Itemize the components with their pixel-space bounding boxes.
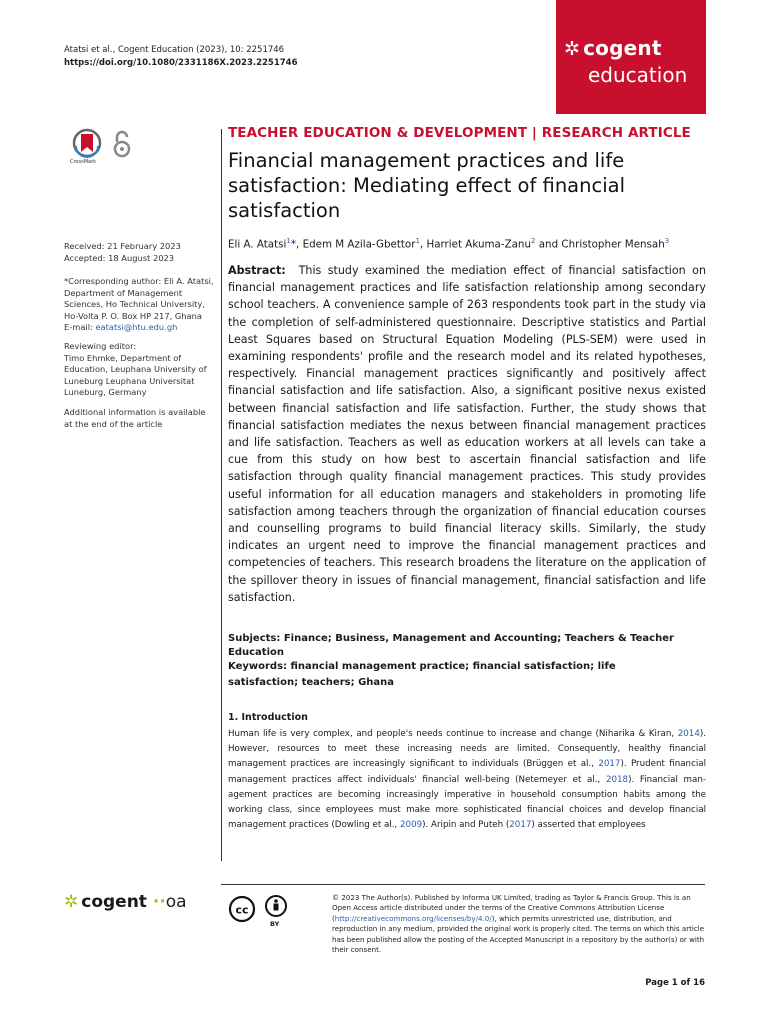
abstract-text: This study examined the mediation effect of financial satisfaction on financial management practices and life satisfaction relationship among secondary school teachers. A convenience sample of 263 respondents took part in the study via the completion of self-administered questionnaire. Descriptive statistics and Partial Least Squares based on Structural Equation Modeling (PLS-SEM) were used in examining respondents' profile and the research model and its related hypotheses, respectively. Financial management practices significantly and positively affect financial satisfaction and life satisfaction. Also, a significant positive nexus existed between financial satisfaction and life satisfaction. Further, the study shows that financial satisfaction mediates the nexus between financial management practices and life satisfaction. Teachers as well as education workers at all levels can take a cue from this study on how best to ascertain financial satisfaction and life satisfaction through quality financial management practices. This study provides useful information for all education managers and stakeholders in promoting life satisfaction among teachers through the organization of financial education courses and counselling programs to build financial literacy skills. Similarly, the study indicates an urgent need to improve the financial management practices and competencies of teachers. This research broadens the literature on the application of the spillover theory in issues of financial management, financial satisfaction and life satisfaction. <box>228 264 706 604</box>
intro-text: ). However, resources to meet these increasing needs are limited. Consequently, healthy financial management practices are increasingly significant to individuals (Brüggen et al., <box>228 729 706 770</box>
accepted-date: Accepted: 18 August 2023 <box>64 252 175 263</box>
corresponding-author-block <box>64 276 214 334</box>
crossmark-icon[interactable] <box>72 128 102 166</box>
author-name: Edem M Azila-Gbettor <box>302 238 416 251</box>
svg-text:cc: cc <box>235 903 249 917</box>
article-section-label: TEACHER EDUCATION & DEVELOPMENT | RESEARCH ARTICLE <box>228 125 691 141</box>
license-text: © 2023 The Author(s). Published by Informa UK Limited, trading as Taylor & Francis Group. This is an Open Access article distributed under the terms of the Creative Commons Attribution License (http://creativecommons.org/licenses/by/4.0/), which permits unrestricted use, distribution, and reproduction in any medium, provided the original work is properly cited. The terms on which this article has been published allow the posting of the Accepted Manuscript in a repository by the author(s) or with their consent. <box>332 893 705 955</box>
author-name: Eli A. Atatsi <box>228 238 287 251</box>
brand-education: education <box>588 63 688 87</box>
citation-header <box>64 44 298 70</box>
citation-link[interactable]: 2017 <box>509 820 532 831</box>
author-affiliation[interactable]: 2 <box>531 237 536 245</box>
logo-dots-icon: ·· <box>152 892 166 912</box>
license-link[interactable]: http://creativecommons.org/licenses/by/4.0/ <box>334 913 492 923</box>
intro-text: ). Financial management practices are becoming increasingly imperative in household consumption habits among the working class, since employees must make more sophisticated financial choices and develop financial management practices (Dowling et al., <box>228 774 706 831</box>
cogent-oa-logo: ✲ cogent ··oa <box>64 892 187 912</box>
brand-cogent: ✲ cogent <box>564 36 662 60</box>
author-affiliation[interactable]: 1 <box>415 237 420 245</box>
email-link[interactable]: eatatsi@htu.edu.gh <box>95 322 178 332</box>
citation-link[interactable]: 2017 <box>598 759 621 770</box>
email-line: E-mail: eatatsi@htu.edu.gh <box>64 322 178 332</box>
subjects: Subjects: Finance; Business, Management and Accounting; Teachers & Teacher Education <box>228 633 674 658</box>
additional-info: Additional information is available at the end of the article <box>64 407 206 429</box>
crossmark-label: CrossMark <box>70 159 97 165</box>
editor-details: Timo Ehmke, Department of Education, Leuphana University of Luneburg Leuphana Universitat Luneburg, Germany <box>64 352 207 397</box>
intro-heading: 1. Introduction <box>228 712 308 723</box>
intro-text: ). Prudent financial management practices affect individuals' financial well-being (Netemeyer et al., <box>228 759 706 785</box>
journal-brand-box <box>556 0 706 114</box>
editor-label: Reviewing editor: <box>64 341 137 351</box>
cogent-star-icon: ✲ <box>564 38 581 60</box>
received-date: Received: 21 February 2023 <box>64 241 181 251</box>
keywords: Keywords: financial management practice; financial satisfaction; life satisfaction; teachers; Ghana <box>228 661 616 688</box>
cogent-star-icon: ✲ <box>64 892 79 912</box>
intro-text: ) asserted that employees <box>531 820 646 831</box>
abstract-label: Abstract: <box>228 264 286 277</box>
author-affiliation[interactable]: 3 <box>664 237 670 245</box>
citation-link[interactable]: 2009 <box>400 820 423 831</box>
author-list: Eli A. Atatsi$^1$*, Edem M Azila-Gbettor$^1$, Harriet Akuma-Zanu$^2$ and Christopher Mensah$^3$ <box>228 237 670 251</box>
footer-divider <box>221 884 705 885</box>
article-title: Financial management practices and life satisfaction: Mediating effect of financial satisfaction <box>228 149 625 222</box>
abstract <box>228 262 706 606</box>
corresponding-author: *Corresponding author: Eli A. Atatsi, Department of Management Sciences, Ho Technical University, Ho-Volta P. O. Box HP 217, Ghana <box>64 276 214 321</box>
author-name: Harriet Akuma-Zanu <box>426 238 531 251</box>
dates-block <box>64 241 214 264</box>
citation-text: Atatsi et al., Cogent Education (2023), 10: 2251746 <box>64 45 285 55</box>
open-access-lock-icon <box>112 129 132 159</box>
intro-paragraph <box>228 727 706 833</box>
column-divider <box>221 129 222 861</box>
author-affiliation[interactable]: 1 <box>286 237 291 245</box>
corresponding-mark: * <box>290 238 297 251</box>
citation-link[interactable]: 2014 <box>677 729 700 739</box>
doi-link[interactable]: https://doi.org/10.1080/2331186X.2023.2251746 <box>64 58 298 68</box>
page-number: Page 1 of 16 <box>645 978 705 988</box>
author-name: Christopher Mensah <box>561 238 665 251</box>
intro-text: Human life is very complex, and people's needs continue to increase and change (Niharika & Kiran, <box>228 729 678 739</box>
reviewing-editor-block <box>64 341 214 399</box>
cc-by-label: BY <box>270 920 280 928</box>
cc-by-license-icon[interactable] <box>228 893 292 929</box>
intro-text: ). Aripin and Puteh ( <box>422 820 510 831</box>
citation-link[interactable]: 2018 <box>605 774 629 785</box>
